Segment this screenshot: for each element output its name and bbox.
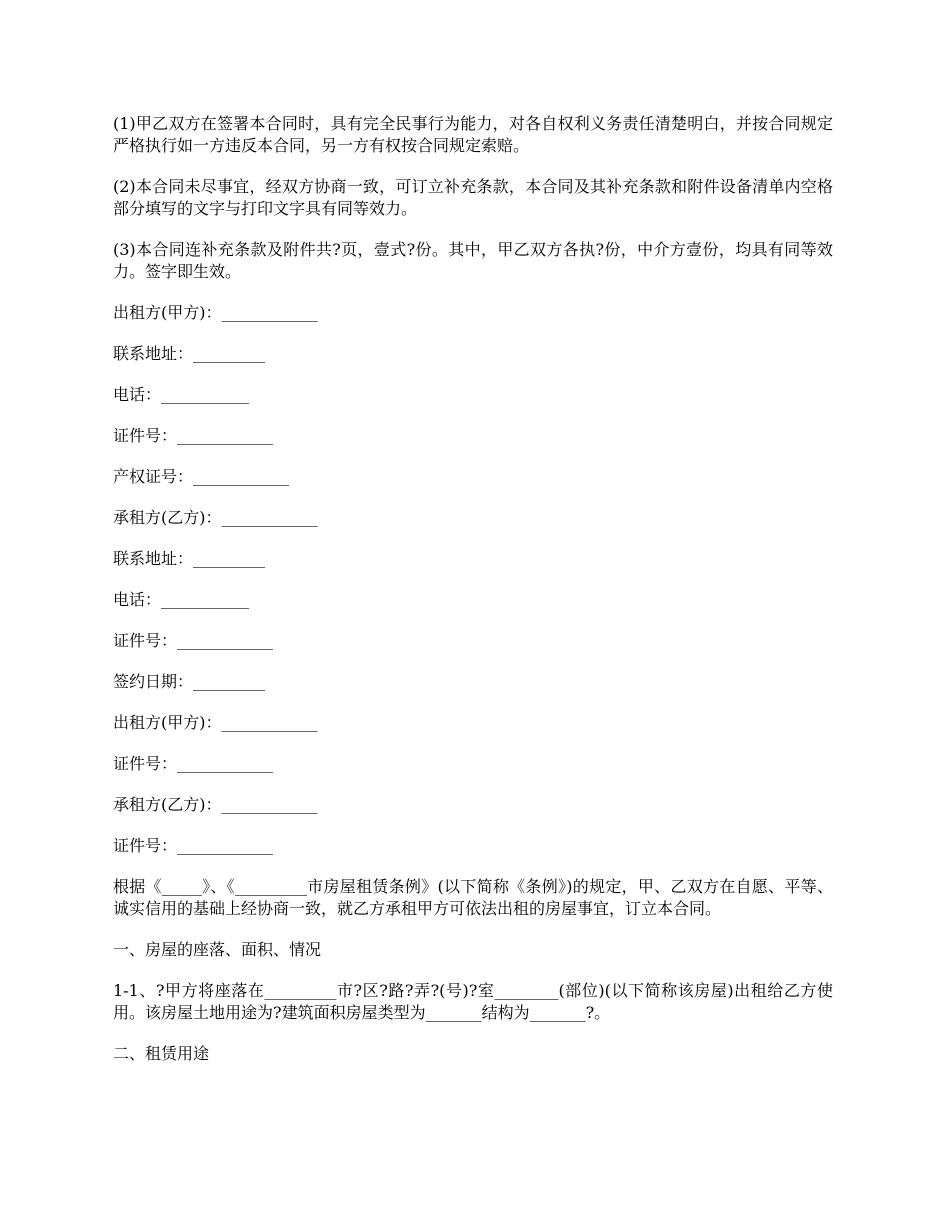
lessee-address-field: 联系地址：_________ <box>113 549 266 568</box>
lessee-id-field: 证件号：____________ <box>113 631 274 650</box>
signing-date-field: 签约日期：_________ <box>113 672 266 691</box>
property-cert-field: 产权证号：____________ <box>113 467 290 486</box>
clause-2: (2)本合同未尽事宜，经双方协商一致，可订立补充条款，本合同及其补充条款和附件设备清单内空格部分填写的文字与打印文字具有同等效力。 <box>113 177 833 218</box>
lessee-phone-field: 电话：___________ <box>113 590 250 609</box>
section-1-heading: 一、房屋的座落、面积、情况 <box>113 940 322 959</box>
preamble-paragraph: 根据《_____》、《_________市房屋租赁条例》(以下简称《条例》)的规定，甲、乙双方在自愿、平等、诚实信用的基础上经协商一致，就乙方承租甲方可依法出租的房屋事宜，订立本合同。 <box>113 877 833 918</box>
lessor-name-field: 出租方(甲方)：____________ <box>113 303 318 322</box>
section-2-heading: 二、租赁用途 <box>113 1044 210 1063</box>
lessor-id-field: 证件号：____________ <box>113 426 274 445</box>
lessor-phone-field: 电话：___________ <box>113 385 250 404</box>
clause-3: (3)本合同连补充条款及附件共?页，壹式?份。其中，甲乙双方各执?份，中介方壹份，均具有同等效力。签字即生效。 <box>113 240 833 281</box>
clause-1: (1)甲乙双方在签署本合同时，具有完全民事行为能力，对各自权利义务责任清楚明白，并按合同规定严格执行如一方违反本合同，另一方有权按合同规定索赔。 <box>113 114 833 155</box>
section-1-paragraph: 1-1、?甲方将座落在_________市?区?路?弄?(号)?室________(部位)(以下简称该房屋)出租给乙方使用。该房屋土地用途为?建筑面积房屋类型为_______结构为_______?。 <box>113 981 833 1022</box>
lessor-name-field-2: 出租方(甲方)：____________ <box>113 713 318 732</box>
lessee-name-field-2: 承租方(乙方)：____________ <box>113 795 318 814</box>
lessor-address-field: 联系地址：_________ <box>113 344 266 363</box>
lessor-id-field-2: 证件号：____________ <box>113 754 274 773</box>
lessee-id-field-2: 证件号：____________ <box>113 836 274 855</box>
document-page <box>113 113 833 1084</box>
lessee-name-field: 承租方(乙方)：____________ <box>113 508 318 527</box>
